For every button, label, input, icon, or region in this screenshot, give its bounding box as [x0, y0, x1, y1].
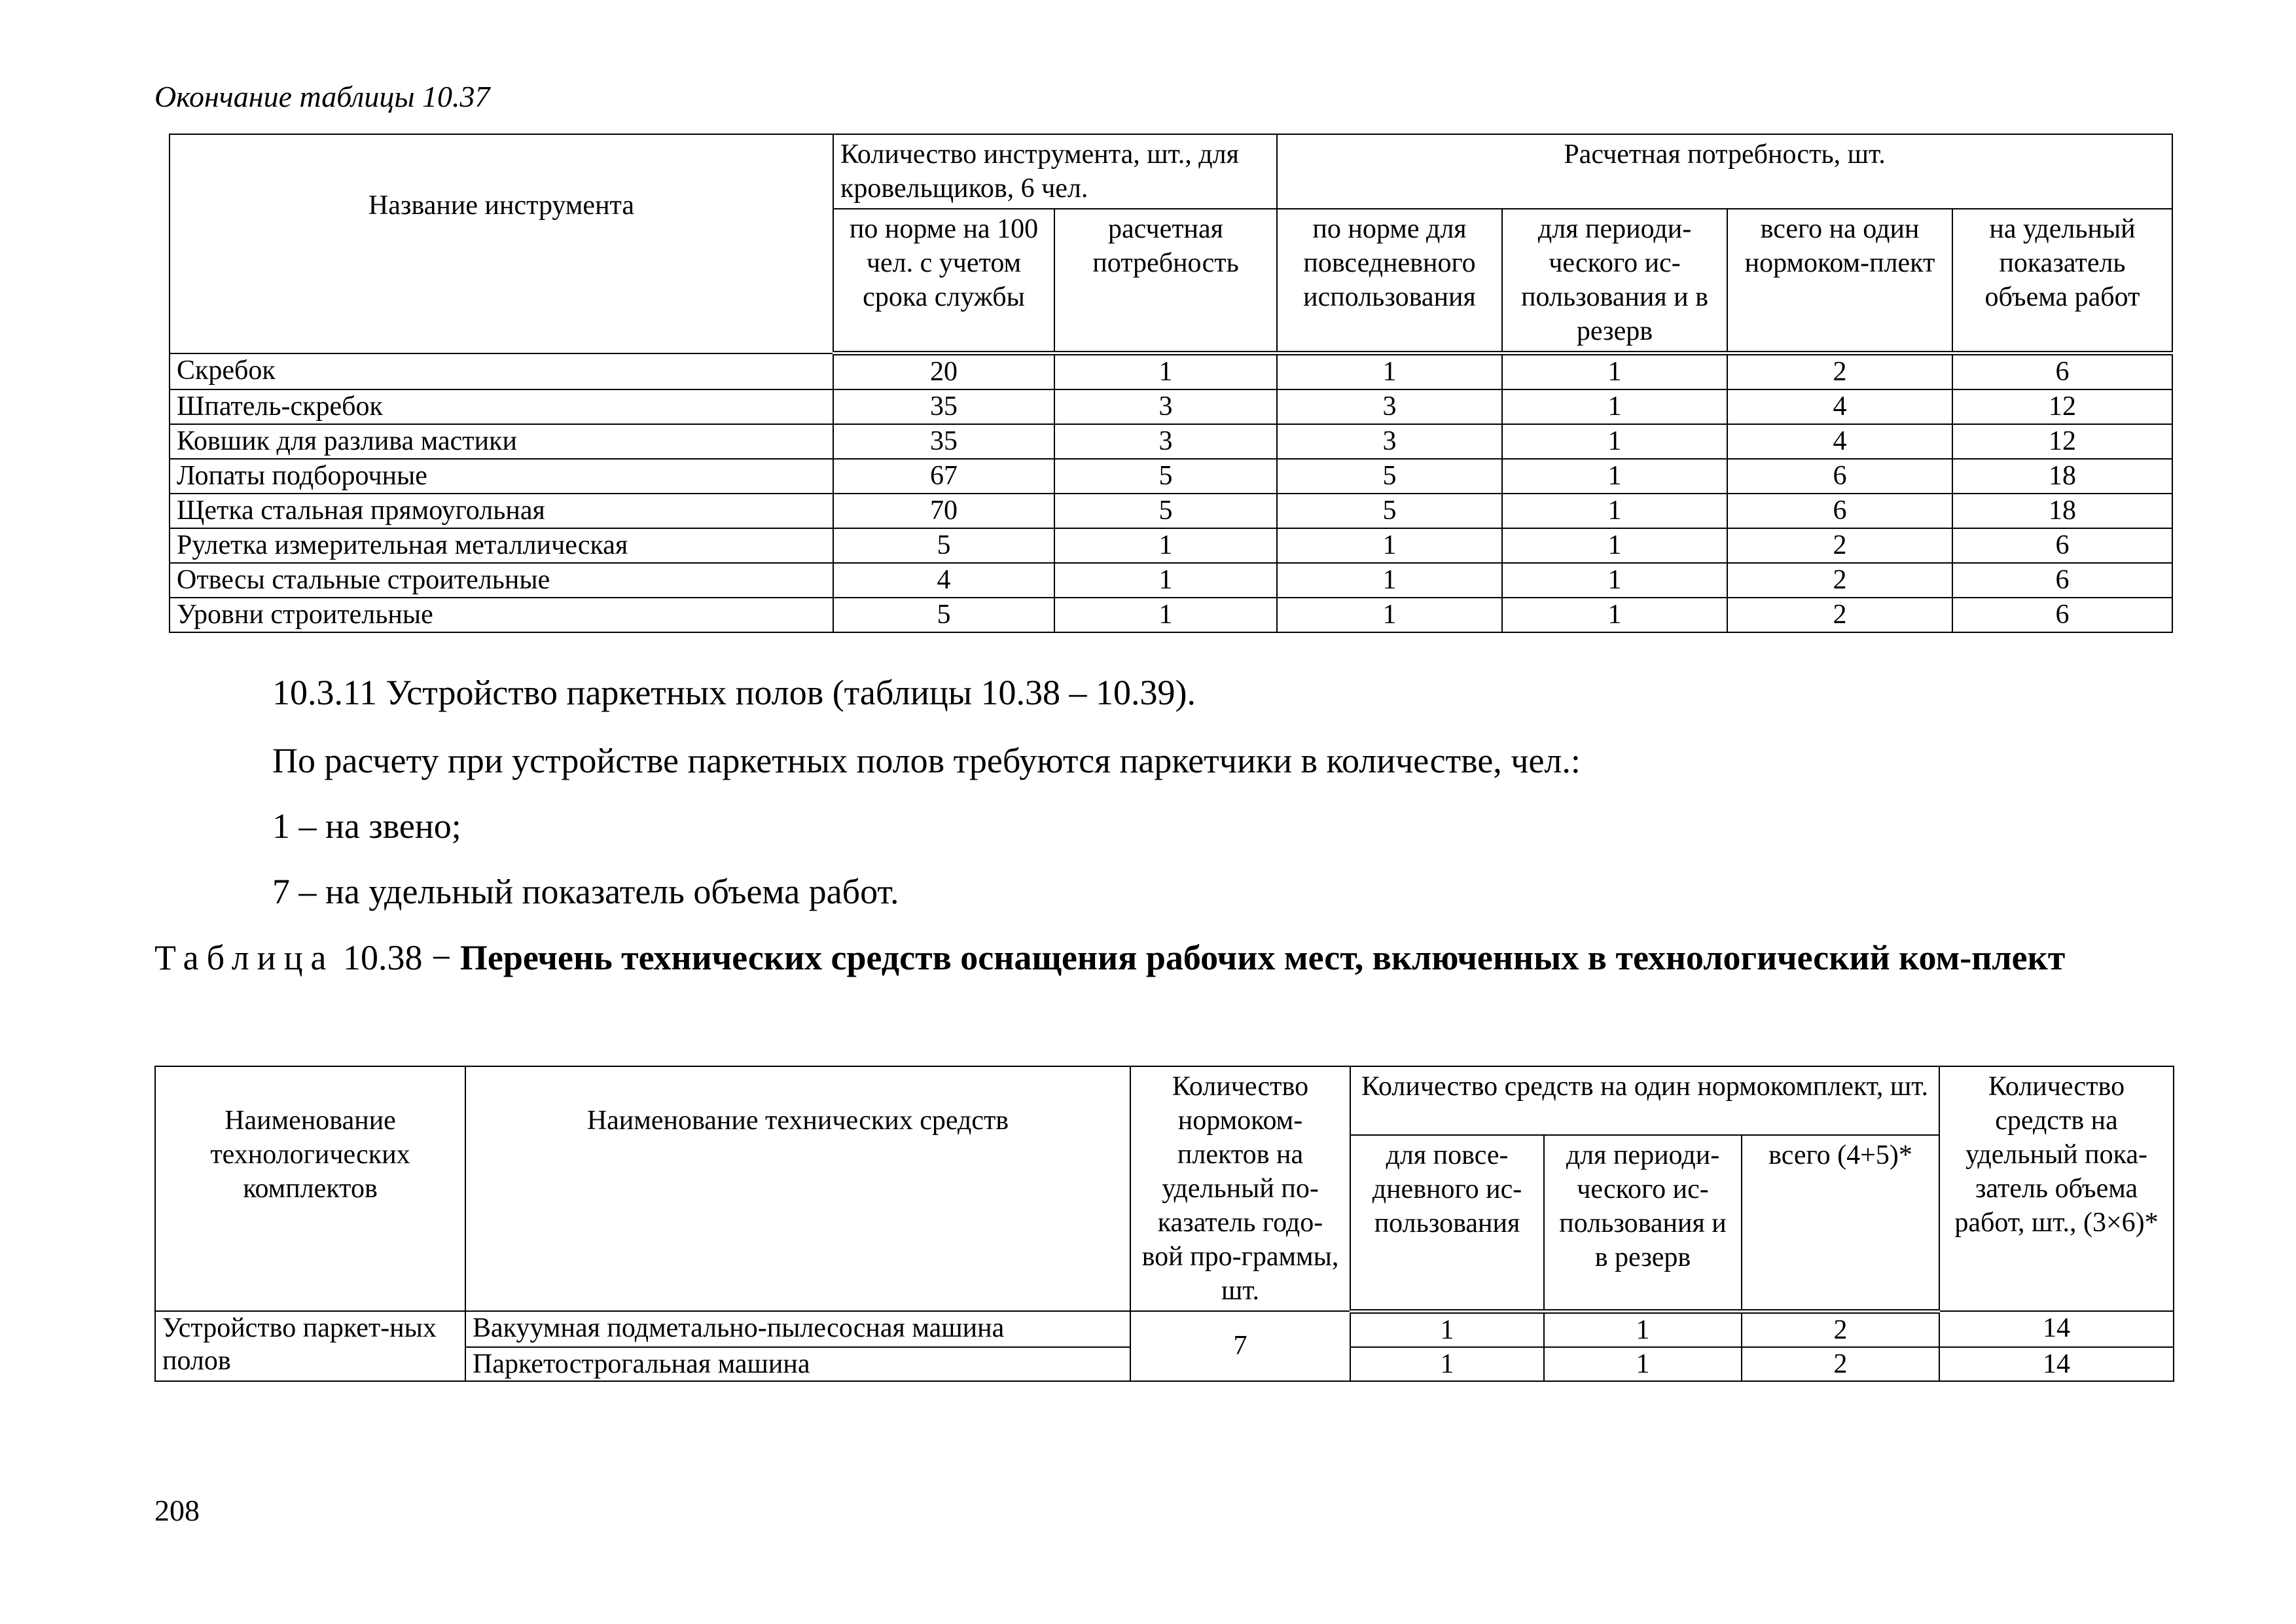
table-row [170, 389, 2172, 424]
tool-name: Скребок [170, 353, 833, 390]
cell-calc: 1 [1054, 563, 1277, 598]
cell-unit: 6 [1952, 353, 2172, 390]
caption-number: 10.38 − [342, 938, 452, 977]
cell-unit: 6 [1952, 598, 2172, 632]
caption-label: Таблица [154, 938, 334, 977]
cell-daily: 3 [1277, 389, 1502, 424]
table-row [170, 353, 2172, 390]
table-continuation-caption: Окончание таблицы 10.37 [154, 80, 490, 113]
tool-name: Ковшик для разлива мастики [170, 424, 833, 459]
cell-unit: 14 [1939, 1311, 2174, 1347]
col-periodic-reserve: для периоди-ческого ис-пользования и в резерв [1544, 1135, 1742, 1311]
section-heading: 10.3.11 Устройство паркетных полов (таблицы 10.38 – 10.39). [272, 673, 1196, 712]
cell-unit: 14 [1939, 1347, 2174, 1381]
table-row [170, 494, 2172, 528]
caption-title: Перечень технических средств оснащения рабочих мест, включенных в технологический ком-плект [459, 938, 2066, 977]
col-means-name: Наименование технических средств [465, 1066, 1130, 1311]
cell-kit: 2 [1727, 563, 1952, 598]
cell-norm: 67 [833, 459, 1054, 494]
col-complex-name: Наименование технологических комплектов [155, 1066, 465, 1311]
col-calc-need: расчетная потребность [1054, 209, 1277, 353]
cell-kit: 2 [1727, 353, 1952, 390]
cell-daily: 1 [1277, 528, 1502, 563]
cell-kit: 4 [1727, 424, 1952, 459]
cell-unit: 12 [1952, 424, 2172, 459]
col-total: всего (4+5)* [1742, 1135, 1939, 1311]
cell-kit: 2 [1727, 598, 1952, 632]
col-periodic-reserve: для периоди-ческого ис-пользования и в резерв [1502, 209, 1727, 353]
cell-daily: 1 [1277, 563, 1502, 598]
col-group-per-kit: Количество средств на один нормокомплект, шт. [1350, 1066, 1939, 1135]
tool-name: Отвесы стальные строительные [170, 563, 833, 598]
cell-periodic: 1 [1544, 1347, 1742, 1381]
col-per-unit-volume: Количество средств на удельный пока-затель объема работ, шт., (3×6)* [1939, 1066, 2174, 1311]
col-group-need: Расчетная потребность, шт. [1277, 134, 2172, 209]
col-tool-name: Название инструмента [170, 134, 833, 353]
cell-norm: 35 [833, 389, 1054, 424]
cell-total: 2 [1742, 1311, 1939, 1347]
cell-periodic: 1 [1502, 353, 1727, 390]
cell-periodic: 1 [1502, 563, 1727, 598]
equipment-table [154, 1066, 2174, 1382]
kits-count: 7 [1130, 1311, 1350, 1381]
cell-norm: 70 [833, 494, 1054, 528]
table-row [170, 459, 2172, 494]
cell-norm: 5 [833, 528, 1054, 563]
cell-norm: 20 [833, 353, 1054, 390]
cell-unit: 6 [1952, 528, 2172, 563]
tool-name: Шпатель-скребок [170, 389, 833, 424]
col-group-quantity: Количество инструмента, шт., для кровельщиков, 6 чел. [833, 134, 1277, 209]
cell-unit: 18 [1952, 459, 2172, 494]
cell-norm: 5 [833, 598, 1054, 632]
col-norm-per-100: по норме на 100 чел. с учетом срока службы [833, 209, 1054, 353]
col-per-unit-volume: на удельный показатель объема работ [1952, 209, 2172, 353]
tool-name: Щетка стальная прямоугольная [170, 494, 833, 528]
cell-calc: 1 [1054, 528, 1277, 563]
cell-kit: 2 [1727, 528, 1952, 563]
cell-total: 2 [1742, 1347, 1939, 1381]
tool-name: Рулетка измерительная металлическая [170, 528, 833, 563]
cell-periodic: 1 [1502, 494, 1727, 528]
list-item: 1 – на звено; [272, 806, 461, 846]
table-row [170, 563, 2172, 598]
cell-kit: 6 [1727, 494, 1952, 528]
cell-periodic: 1 [1502, 424, 1727, 459]
cell-unit: 12 [1952, 389, 2172, 424]
means-name: Паркетострогальная машина [465, 1347, 1130, 1381]
page-number: 208 [154, 1494, 200, 1527]
col-per-kit: всего на один нормоком-плект [1727, 209, 1952, 353]
table-row [155, 1311, 2174, 1347]
cell-unit: 18 [1952, 494, 2172, 528]
cell-norm: 35 [833, 424, 1054, 459]
table-row [170, 598, 2172, 632]
list-item: 7 – на удельный показатель объема работ. [272, 872, 899, 911]
tool-name: Уровни строительные [170, 598, 833, 632]
col-daily-use: по норме для повседневного использования [1277, 209, 1502, 353]
cell-daily: 1 [1277, 353, 1502, 390]
cell-daily: 5 [1277, 459, 1502, 494]
cell-calc: 5 [1054, 459, 1277, 494]
cell-daily: 1 [1277, 598, 1502, 632]
col-daily-use: для повсе-дневного ис-пользования [1350, 1135, 1544, 1311]
cell-unit: 6 [1952, 563, 2172, 598]
cell-periodic: 1 [1502, 528, 1727, 563]
cell-daily: 1 [1350, 1347, 1544, 1381]
cell-periodic: 1 [1502, 459, 1727, 494]
table-caption [154, 927, 2144, 988]
cell-calc: 3 [1054, 424, 1277, 459]
tools-table [169, 134, 2173, 633]
cell-calc: 3 [1054, 389, 1277, 424]
tool-name: Лопаты подборочные [170, 459, 833, 494]
cell-daily: 1 [1350, 1311, 1544, 1347]
cell-daily: 3 [1277, 424, 1502, 459]
cell-kit: 4 [1727, 389, 1952, 424]
cell-periodic: 1 [1502, 389, 1727, 424]
table-row [170, 424, 2172, 459]
complex-name: Устройство паркет-ных полов [155, 1311, 465, 1381]
cell-periodic: 1 [1544, 1311, 1742, 1347]
means-name: Вакуумная подметально-пылесосная машина [465, 1311, 1130, 1347]
section-intro: По расчету при устройстве паркетных полов требуются паркетчики в количестве, чел.: [272, 741, 1581, 780]
cell-periodic: 1 [1502, 598, 1727, 632]
cell-calc: 5 [1054, 494, 1277, 528]
cell-daily: 5 [1277, 494, 1502, 528]
cell-kit: 6 [1727, 459, 1952, 494]
col-kits-count: Количество нормоком-плектов на удельный по-казатель годо-вой про-граммы, шт. [1130, 1066, 1350, 1311]
table-row [170, 528, 2172, 563]
cell-norm: 4 [833, 563, 1054, 598]
cell-calc: 1 [1054, 353, 1277, 390]
cell-calc: 1 [1054, 598, 1277, 632]
